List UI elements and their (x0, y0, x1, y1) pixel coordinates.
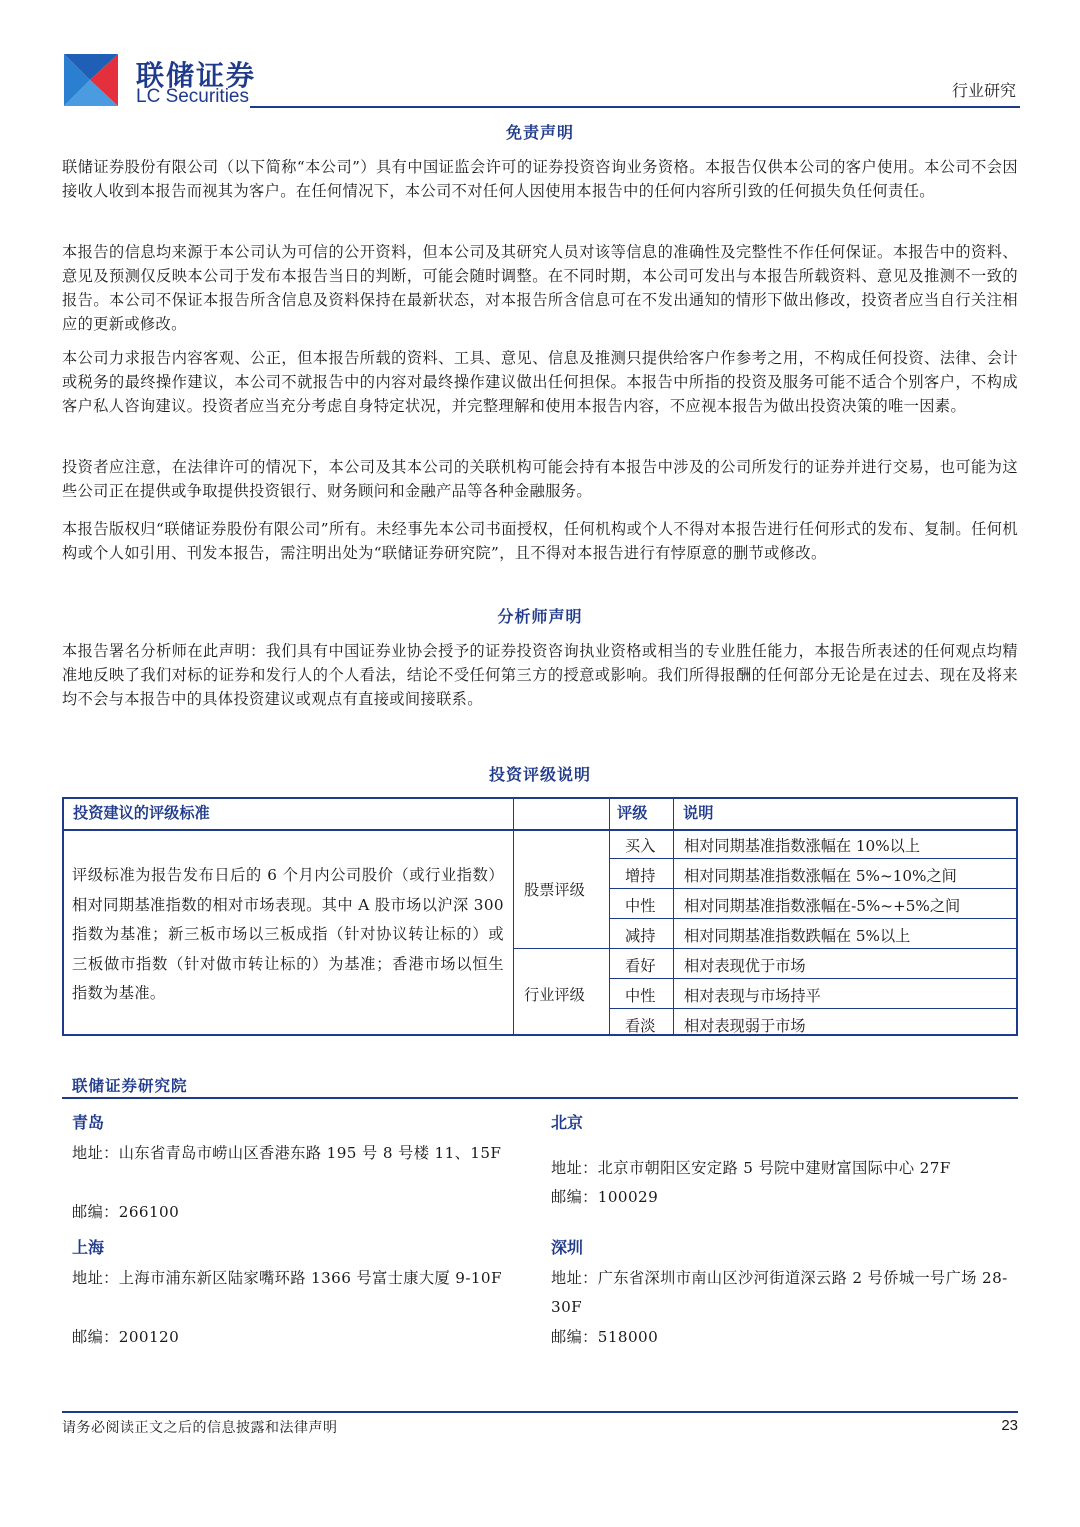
office-zip-beijing: 邮编：100029 (551, 1188, 659, 1206)
rating-value: 减持 (625, 927, 656, 945)
disclaimer-title: 免责声明 (505, 123, 574, 142)
rating-value: 中性 (625, 987, 656, 1005)
institute-divider (62, 1097, 1018, 1099)
footer-divider (62, 1411, 1018, 1413)
rating-description: 相对表现与市场持平 (684, 987, 821, 1005)
page-number: 23 (1001, 1417, 1018, 1434)
office-zip-qingdao: 邮编：266100 (72, 1203, 180, 1221)
rating-value: 增持 (625, 867, 656, 885)
company-logo-icon (64, 54, 118, 106)
office-city-shanghai: 上海 (72, 1238, 105, 1257)
analyst-paragraph: 本报告署名分析师在此声明：我们具有中国证券业协会授予的证券投资咨询执业资格或相当的专业胜任能力，本报告所表述的任何观点均精准地反映了我们对标的证券和发行人的个人看法，结论不受任何第三方的授意或影响。我们所得报酬的任何部分无论是在过去、现在及将来均不会与本报告中的具体投资建议或观点有直接或间接联系。 (62, 642, 1018, 708)
industry-rating-label: 行业评级 (524, 986, 585, 1004)
rating-description: 相对表现弱于市场 (684, 1017, 806, 1035)
rating-description: 相对同期基准指数跌幅在 5%以上 (684, 927, 911, 945)
report-category: 行业研究 (951, 81, 1016, 100)
brand-name-en: LC Securities (136, 86, 249, 107)
disclaimer-paragraph: 本公司力求报告内容客观、公正，但本报告所载的资料、工具、意见、信息及推测只提供给客户作参考之用，不构成任何投资、法律、会计或税务的最终操作建议，本公司不就报告中的内容对最终操作建议做出任何担保。本报告中所指的投资及服务可能不适合个别客户，不构成客户私人咨询建议。投资者应当充分考虑自身特定状况，并完整理解和使用本报告内容，不应视本报告为做出投资决策的唯一因素。 (62, 349, 1018, 415)
disclaimer-paragraph: 本报告的信息均来源于本公司认为可信的公开资料，但本公司及其研究人员对该等信息的准确性及完整性不作任何保证。本报告中的资料、意见及预测仅反映本公司于发布本报告当日的判断，可能会随时调整。在不同时期，本公司可发出与本报告所载资料、意见及推测不一致的报告。本公司不保证本报告所含信息及资料保持在最新状态，对本报告所含信息可在不发出通知的情形下做出修改，投资者应当自行关注相应的更新或修改。 (62, 243, 1018, 333)
rating-value: 买入 (625, 837, 656, 855)
stock-rating-label: 股票评级 (524, 881, 585, 899)
office-city-shenzhen: 深圳 (551, 1238, 584, 1257)
rating-value: 看淡 (625, 1017, 656, 1035)
header-rating: 评级 (617, 804, 648, 822)
office-zip-shanghai: 邮编：200120 (72, 1328, 180, 1346)
brand-name-cn: 联储证券 (136, 59, 257, 92)
rating-description: 相对同期基准指数涨幅在 10%以上 (684, 837, 921, 855)
institute-title: 联储证券研究院 (72, 1076, 188, 1095)
rating-title: 投资评级说明 (488, 765, 591, 784)
office-address-shenzhen: 地址：广东省深圳市南山区沙河街道深云路 2 号侨城一号广场 28-30F (551, 1269, 1008, 1316)
rating-description: 相对同期基准指数涨幅在 5%~10%之间 (684, 867, 957, 885)
analyst-title: 分析师声明 (497, 607, 583, 626)
header-criteria: 投资建议的评级标准 (73, 804, 210, 822)
office-address-shanghai: 地址：上海市浦东新区陆家嘴环路 1366 号富士康大厦 9-10F (72, 1269, 502, 1287)
disclaimer-paragraph: 联储证券股份有限公司（以下简称“本公司”）具有中国证监会许可的证券投资咨询业务资格。本报告仅供本公司的客户使用。本公司不会因接收人收到本报告而视其为客户。在任何情况下，本公司不对任何人因使用本报告中的任何内容所引致的任何损失负任何责任。 (62, 158, 1018, 200)
office-address-beijing: 地址：北京市朝阳区安定路 5 号院中建财富国际中心 27F (551, 1159, 951, 1177)
footer-note: 请务必阅读正文之后的信息披露和法律声明 (62, 1420, 338, 1436)
office-city-beijing: 北京 (551, 1113, 584, 1132)
disclaimer-paragraph: 本报告版权归“联储证券股份有限公司”所有。未经事先本公司书面授权，任何机构或个人不得对本报告进行任何形式的发布、复制。任何机构或个人如引用、刊发本报告，需注明出处为“联储证券研究院”，且不得对本报告进行有悖原意的删节或修改。 (62, 520, 1018, 562)
header-description: 说明 (683, 804, 714, 822)
rating-value: 看好 (625, 957, 656, 975)
rating-value: 中性 (625, 897, 656, 915)
rating-table (62, 797, 1018, 1036)
office-address-qingdao: 地址：山东省青岛市崂山区香港东路 195 号 8 号楼 11、15F (72, 1144, 502, 1162)
rating-criteria-text: 评级标准为报告发布日后的 6 个月内公司股价（或行业指数）相对同期基准指数的相对市场表现。其中 A 股市场以沪深 300 指数为基准；新三板市场以三板成指（针对协议转让标的）或三板做市指数（针对做市转让标的）为基准；香港市场以恒生指数为基准。 (72, 866, 504, 1002)
disclaimer-paragraph: 投资者应注意，在法律许可的情况下，本公司及其本公司的关联机构可能会持有本报告中涉及的公司所发行的证券并进行交易，也可能为这些公司正在提供或争取提供投资银行、财务顾问和金融产品等各种金融服务。 (62, 458, 1018, 500)
office-zip-shenzhen: 邮编：518000 (551, 1328, 659, 1346)
office-city-qingdao: 青岛 (72, 1113, 105, 1132)
rating-description: 相对表现优于市场 (684, 957, 806, 975)
rating-description: 相对同期基准指数涨幅在-5%~+5%之间 (684, 897, 961, 915)
header-divider (250, 106, 1020, 108)
